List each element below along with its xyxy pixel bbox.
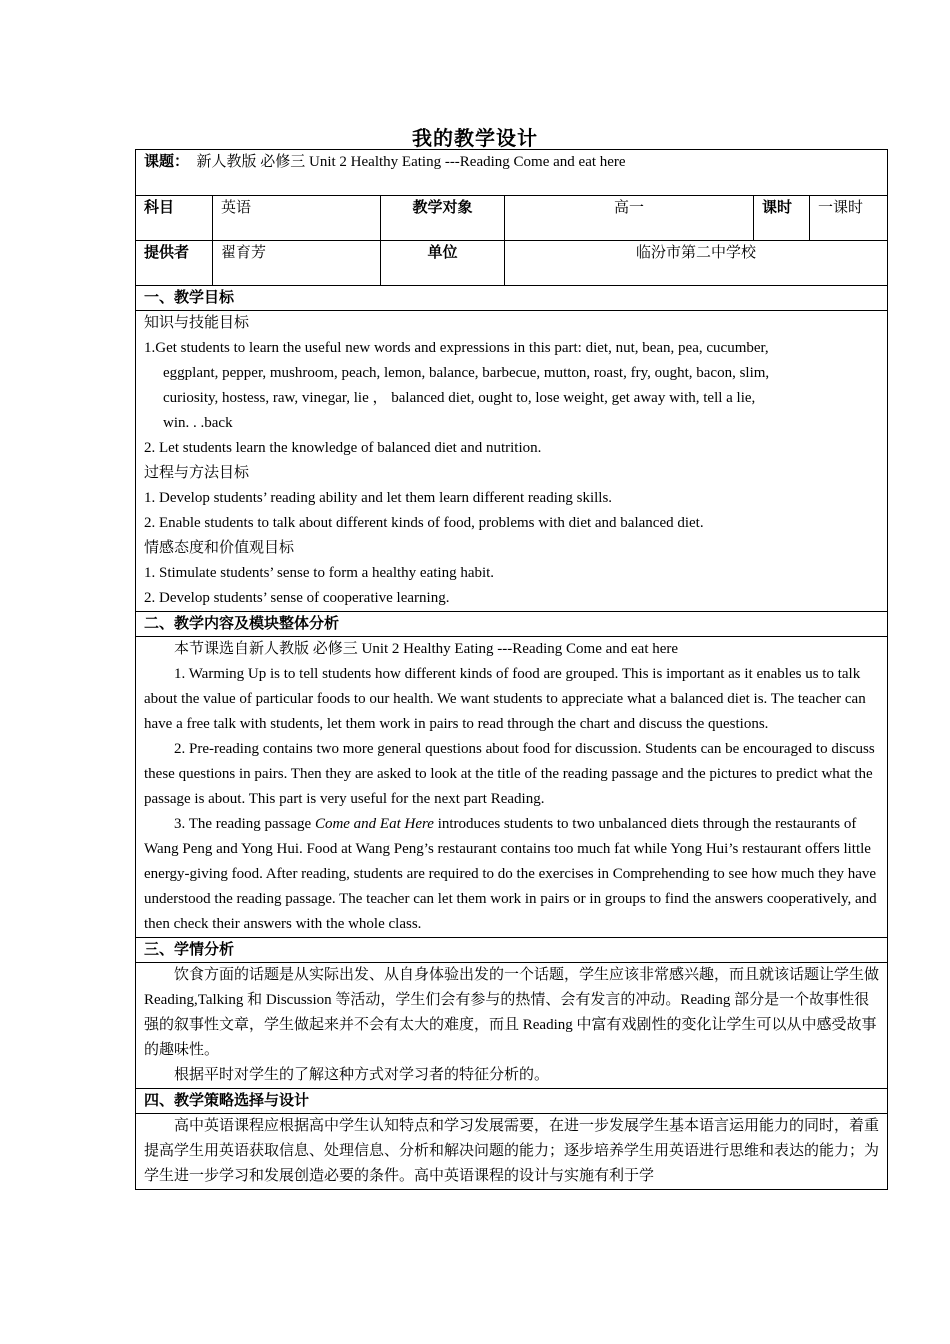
section-4-body (136, 1114, 888, 1190)
section-3-header (136, 938, 888, 963)
content-paragraph-start: 3. The reading passage (174, 816, 315, 832)
section-1-header (136, 286, 888, 311)
subject-value: 英语 (213, 196, 381, 241)
section-2-header (136, 612, 888, 637)
topic-row (136, 150, 888, 196)
goal-item: 1. Develop students’ reading ability and let them learn different reading skills. (144, 490, 613, 506)
section-1-heading: 一、教学目标 (136, 286, 888, 311)
section-2-heading: 二、教学内容及模块整体分析 (136, 612, 888, 637)
provider-value: 翟育芳 (213, 241, 381, 286)
strategy-paragraph: 高中英语课程应根据高中学生认知特点和学习发展需要，在进一步发展学生基本语言运用能力的同时，着重提高学生用英语获取信息、处理信息、分析和解决问题的能力；逐步培养学生用英语进行思维和表达的能力；为学生进一步学习和发展创造必要的条件。高中英语课程的设计与实施有利于学 (144, 1118, 880, 1184)
goal-item: 2. Enable students to talk about different kinds of food, problems with diet and balanced diet. (144, 515, 704, 531)
learner-analysis-paragraph: 饮食方面的话题是从实际出发、从自身体验出发的一个话题，学生应该非常感兴趣，而且就该话题让学生做 Reading,Talking 和 Discussion 等活动，学生们会有参与的热情、会有发言的冲动。Reading 部分是一个故事性很强的叙事性文章，学生做起来并不会有太大的难度，而且 Reading 中富有戏剧性的变化让学生可以从中感受故事的趣味性。 (144, 967, 880, 1058)
section-4-header (136, 1089, 888, 1114)
goal-item-continued: curiosity, hostess, raw, vinegar, lie ， balanced diet, ought to, lose weight, get away with, tell a lie, (163, 390, 756, 406)
meta-row-1 (136, 196, 888, 241)
passage-title: Come and Eat Here (314, 816, 434, 832)
goal-item: 1. Stimulate students’ sense to form a healthy eating habit. (144, 565, 495, 581)
audience-value: 高一 (505, 196, 754, 241)
provider-label: 提供者 (136, 241, 213, 286)
content-paragraph: 1. Warming Up is to tell students how different kinds of food are grouped. This is important as it enables us to talk about the value of particular foods to our health. We want students to appreciate what a balanced diet is. The teacher can have a free talk with students, let them work in pairs to read through the chart and discuss the questions. (144, 666, 866, 732)
unit-label: 单位 (381, 241, 505, 286)
section-3-body (136, 963, 888, 1089)
knowledge-skill-goal-heading: 知识与技能目标 (144, 315, 250, 331)
page-title: 我的教学设计 (412, 128, 538, 150)
audience-label: 教学对象 (381, 196, 505, 241)
content-paragraph-rest: introduces students to two unbalanced diets through the restaurants of Wang Peng and Yong Hui. Food at Wang Peng’s restaurant contains too much fat while Yong Hui’s restaurant offers little energy-giving food. After reading, students are required to do the exercises in Comprehending to see how much they have understood the reading passage. The teacher can let them work in pairs or in groups to find the answers cooperatively, and then check their answers with the whole class. (144, 816, 877, 932)
content-paragraph (144, 812, 879, 937)
section-1-body (136, 311, 888, 612)
lesson-plan-table (135, 149, 888, 1190)
goal-item-continued: eggplant, pepper, mushroom, peach, lemon, balance, barbecue, mutton, roast, fry, ought, bacon, slim, (163, 365, 770, 381)
content-paragraph: 2. Pre-reading contains two more general questions about food for discussion. Students can be encouraged to discuss these questions in pairs. Then they are asked to look at the title of the reading passage and the pictures to predict what the passage is about. This part is very useful for the next part Reading. (144, 741, 875, 807)
goal-item: 1.Get students to learn the useful new words and expressions in this part: diet, nut, bean, pea, cucumber, (144, 340, 769, 356)
topic-label: 课题： (144, 154, 190, 170)
section-2-body (136, 637, 888, 938)
topic-cell (136, 150, 888, 196)
topic-value: 新人教版 必修三 Unit 2 Healthy Eating ---Reading Come and eat here (196, 154, 626, 170)
goal-item-continued: win. . .back (163, 415, 233, 431)
meta-row-2 (136, 241, 888, 286)
learner-analysis-paragraph: 根据平时对学生的了解这种方式对学习者的特征分析的。 (174, 1067, 550, 1083)
period-label: 课时 (754, 196, 810, 241)
goal-item: 2. Develop students’ sense of cooperative learning. (144, 590, 450, 606)
process-method-goal-heading: 过程与方法目标 (144, 465, 250, 481)
period-value: 一课时 (810, 196, 888, 241)
content-intro: 本节课选自新人教版 必修三 Unit 2 Healthy Eating ---Reading Come and eat here (174, 641, 679, 657)
goal-item: 2. Let students learn the knowledge of balanced diet and nutrition. (144, 440, 542, 456)
section-4-heading: 四、教学策略选择与设计 (136, 1089, 888, 1114)
section-3-heading: 三、学情分析 (136, 938, 888, 963)
unit-value: 临汾市第二中学校 (505, 241, 888, 286)
attitude-value-goal-heading: 情感态度和价值观目标 (144, 540, 295, 556)
subject-label: 科目 (136, 196, 213, 241)
